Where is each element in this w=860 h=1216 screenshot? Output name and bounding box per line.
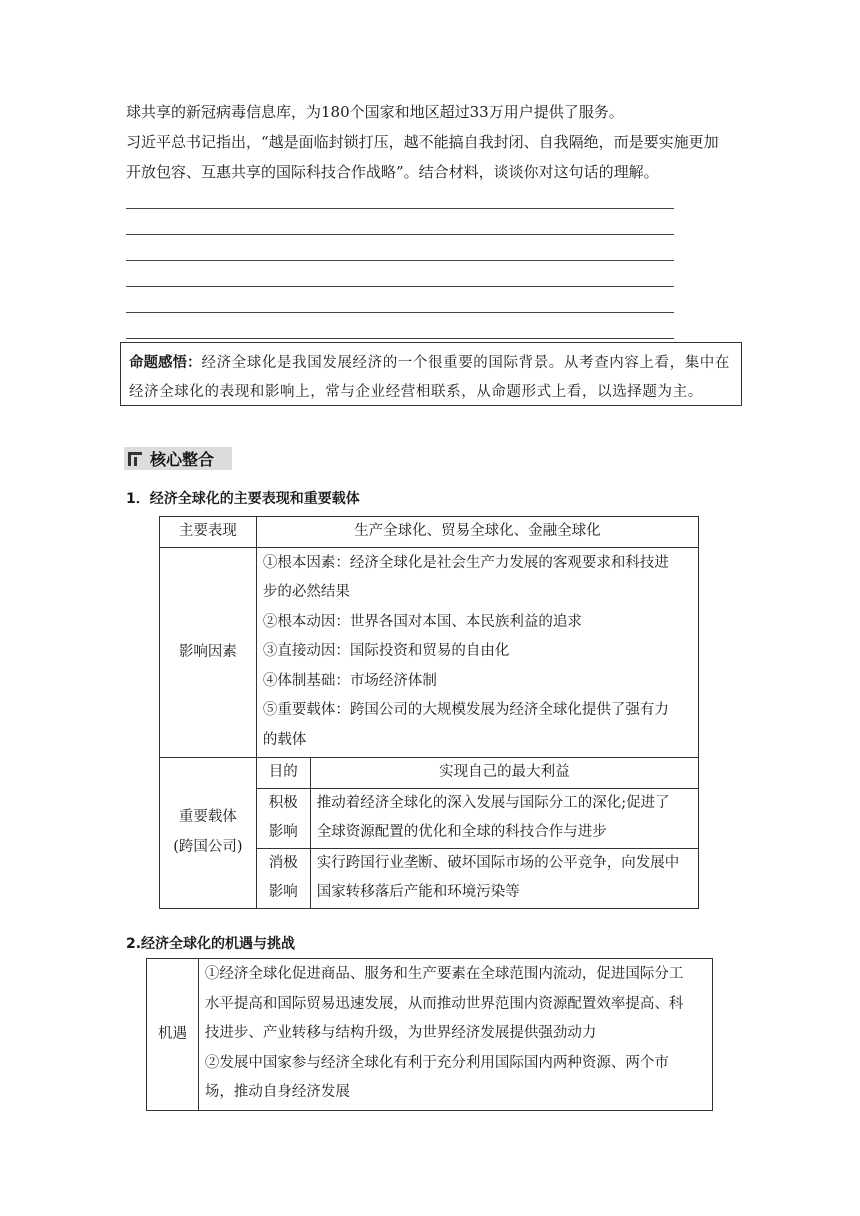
- tip-text: 经济全球化是我国发展经济的一个很重要的国际背景。从考查内容上看，集中在经济全球化的表现和影响上，常与企业经营相联系，从命题形式上看，以选择题为主。: [129, 355, 730, 400]
- section-heading: [124, 447, 232, 470]
- opportunity-line: ①经济全球化促进商品、服务和生产要素在全球范围内流动，促进国际分工: [204, 966, 684, 982]
- answer-line: [126, 338, 674, 339]
- negative-line: 国家转移落后产能和环境污染等: [316, 884, 520, 900]
- factor-line: ①根本因素：经济全球化是社会生产力发展的客观要求和科技进: [262, 554, 669, 571]
- opportunity-table: [146, 958, 713, 1111]
- table1-title: 1．经济全球化的主要表现和重要载体: [126, 491, 360, 507]
- tip-label: 命题感悟：: [129, 355, 202, 371]
- table2-title: 2.经济全球化的机遇与挑战: [126, 936, 296, 952]
- factor-line: ③直接动因：国际投资和贸易的自由化: [262, 643, 510, 659]
- negative-label: [256, 848, 310, 908]
- negative-label-2: 影响: [268, 884, 298, 900]
- row-label-carrier: [160, 758, 257, 909]
- intro-line-1: 球共享的新冠病毒信息库，为180个国家和地区超过33万用户提供了服务。: [126, 103, 624, 121]
- section-title: 核心整合: [150, 450, 215, 469]
- row-label-opportunity: 机遇: [147, 959, 199, 1111]
- positive-label: [256, 788, 310, 848]
- opportunity-line: 技进步、产业转移与结构升级，为世界经济发展提供强劲动力: [204, 1025, 597, 1041]
- factor-line: ④体制基础：市场经济体制: [262, 672, 437, 689]
- carrier-sublabel: (跨国公司): [173, 838, 243, 855]
- answer-line: [126, 234, 674, 235]
- opportunity-line: 水平提高和国际贸易迅速发展，从而推动世界范围内资源配置效率提高、科: [204, 995, 684, 1012]
- table-row: [160, 758, 699, 789]
- factor-line: ②根本动因：世界各国对本国、本民族利益的追求: [262, 613, 582, 630]
- opportunity-cell: [198, 959, 712, 1111]
- table-row: [147, 959, 713, 1111]
- opportunity-line: ②发展中国家参与经济全球化有利于充分利用国际国内两种资源、两个市: [204, 1054, 669, 1071]
- factor-line: 步的必然结果: [262, 584, 350, 600]
- positive-line: 全球资源配置的优化和全球的科技合作与进步: [316, 824, 607, 840]
- factor-line: 的载体: [262, 731, 307, 748]
- table-row: [160, 517, 699, 548]
- negative-label-1: 消极: [268, 854, 298, 871]
- section-marker-icon: [128, 452, 142, 466]
- main-forms-value: 生产全球化、贸易全球化、金融全球化: [256, 517, 698, 548]
- positive-label-1: 积极: [268, 794, 298, 811]
- answer-line: [126, 208, 674, 209]
- tip-box: [120, 342, 742, 406]
- row-label-main-forms: 主要表现: [160, 517, 257, 548]
- purpose-value: 实现自己的最大利益: [310, 758, 698, 789]
- negative-value: [310, 848, 698, 908]
- answer-line: [126, 260, 674, 261]
- factor-line: ⑤重要载体：跨国公司的大规模发展为经济全球化提供了强有力: [262, 702, 669, 718]
- answer-line: [126, 312, 674, 313]
- row-label-factors: 影响因素: [160, 547, 257, 758]
- carrier-label: 重要载体: [178, 809, 237, 826]
- opportunity-line: 场，推动自身经济发展: [204, 1084, 350, 1100]
- globalization-table: [159, 516, 699, 909]
- intro-line-3: 开放包容、互惠共享的国际科技合作战略”。结合材料，谈谈你对这句话的理解。: [126, 163, 659, 181]
- table-row: [160, 547, 699, 758]
- intro-line-2: 习近平总书记指出，“越是面临封锁打压，越不能搞自我封闭、自我隔绝，而是要实施更加: [126, 133, 719, 151]
- positive-label-2: 影响: [268, 824, 298, 840]
- purpose-label: 目的: [256, 758, 310, 789]
- answer-line: [126, 286, 674, 287]
- positive-line: 推动着经济全球化的深入发展与国际分工的深化;促进了: [316, 794, 670, 811]
- factors-cell: [256, 547, 698, 758]
- positive-value: [310, 788, 698, 848]
- negative-line: 实行跨国行业垄断、破坏国际市场的公平竞争，向发展中: [316, 854, 680, 871]
